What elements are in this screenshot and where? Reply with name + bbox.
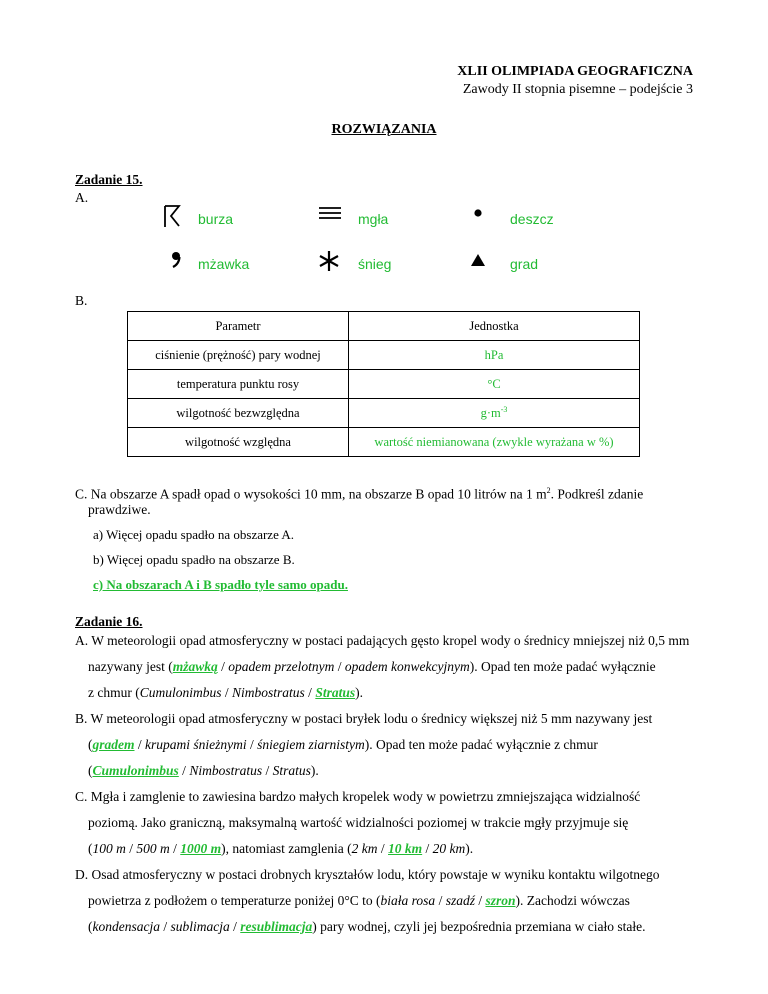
text-line: A. W meteorologii opad atmosferyczny w postaci padających gęsto kropel wody o średnicy mniejszej niż 0,5 mm — [75, 633, 690, 648]
task-15-heading: Zadanie 15. — [75, 172, 143, 187]
text-line: poziomą. Jako graniczną, maksymalną wartość widzialności poziomej w trakcie mgły przyjmuje się — [88, 815, 629, 830]
text-line: C. Mgła i zamglenie to zawiesina bardzo małych kropelek wody w powietrzu zmniejszająca widzialność — [75, 789, 641, 804]
text-line: nazywany jest (mżawką / opadem przelotnym / opadem konwekcyjnym). Opad ten może padać wyłącznie — [88, 659, 656, 674]
olympiad-title: XLII OLIMPIADA GEOGRAFICZNA — [457, 64, 693, 79]
table-header-parametr: Parametr — [128, 312, 349, 341]
fog-icon — [318, 206, 342, 224]
table-row — [128, 370, 640, 399]
table-cell — [349, 399, 640, 428]
table-row — [128, 428, 640, 457]
symbol-label-grad: grad — [510, 256, 539, 272]
hail-icon — [470, 253, 486, 271]
table-cell: ciśnienie (prężność) pary wodnej — [128, 341, 349, 370]
thunderstorm-icon — [162, 204, 182, 232]
table-header-row — [128, 312, 640, 341]
task-16-part-c — [75, 784, 695, 862]
symbol-label-mzawka: mżawka — [198, 256, 250, 272]
symbol-label-mgla: mgła — [358, 211, 389, 227]
text-line: z chmur (Cumulonimbus / Nimbostratus / Stratus). — [88, 685, 363, 700]
text-line: (100 m / 500 m / 1000 m), natomiast zamglenia (2 km / 10 km / 20 km). — [88, 841, 474, 856]
task-15-part-c-text — [75, 486, 695, 503]
drizzle-icon — [170, 251, 182, 273]
table-cell: °C — [349, 370, 640, 399]
units-table — [127, 311, 640, 457]
table-row — [128, 399, 640, 428]
rain-icon — [473, 206, 483, 222]
task-16-part-d — [75, 862, 695, 940]
table-row — [128, 341, 640, 370]
unit-exponent: -3 — [500, 404, 508, 414]
task-15-part-a-label: A. — [75, 190, 89, 205]
symbol-label-deszcz: deszcz — [510, 211, 554, 227]
snow-icon — [318, 250, 340, 276]
option-a: a) Więcej opadu spadło na obszarze A. — [93, 527, 295, 542]
task-16-part-a — [75, 628, 695, 706]
task-15-part-b-label: B. — [75, 293, 88, 308]
part-c-superscript: 2 — [546, 486, 551, 495]
text-line: D. Osad atmosferyczny w postaci drobnych kryształów lodu, który powstaje w wyniku kontaktu wilgotnego — [75, 867, 660, 882]
text-line: (kondensacja / sublimacja / resublimacja) pary wodnej, czyli jej bezpośrednia przemiana w ciało stałe. — [88, 919, 646, 934]
text-line: B. W meteorologii opad atmosferyczny w postaci bryłek lodu o średnicy większej niż 5 mm nazywany jest — [75, 711, 653, 726]
option-c-correct: c) Na obszarach A i B spadło tyle samo opadu. — [93, 577, 348, 592]
table-cell: wilgotność względna — [128, 428, 349, 457]
part-c-text-end: . Podkreśl zdanie — [550, 486, 644, 502]
option-b: b) Więcej opadu spadło na obszarze B. — [93, 552, 295, 567]
page-title: ROZWIĄZANIA — [331, 122, 437, 137]
table-cell: wartość niemianowana (zwykle wyrażana w %) — [349, 428, 640, 457]
symbol-label-burza: burza — [198, 211, 234, 227]
stage-subtitle: Zawody II stopnia pisemne – podejście 3 — [462, 82, 693, 97]
table-header-jednostka: Jednostka — [349, 312, 640, 341]
table-cell: hPa — [349, 341, 640, 370]
symbol-label-snieg: śnieg — [358, 256, 392, 272]
task-16-part-b — [75, 706, 695, 784]
table-cell: wilgotność bezwzględna — [128, 399, 349, 428]
part-c-text: C. Na obszarze A spadł opad o wysokości 10 mm, na obszarze B opad 10 litrów na 1 m — [75, 486, 547, 502]
task-16-heading: Zadanie 16. — [75, 614, 143, 629]
table-cell: temperatura punktu rosy — [128, 370, 349, 399]
text-line: powietrza z podłożem o temperaturze poniżej 0°C to (biała rosa / szadź / szron). Zachodzi wówczas — [88, 893, 630, 908]
text-line: (gradem / krupami śnieżnymi / śniegiem ziarnistym). Opad ten może padać wyłącznie z chmur — [88, 737, 598, 752]
unit-text: g·m — [480, 406, 501, 421]
task-15-part-c-text-line2: prawdziwe. — [88, 502, 151, 517]
text-line: (Cumulonimbus / Nimbostratus / Stratus). — [88, 763, 319, 778]
